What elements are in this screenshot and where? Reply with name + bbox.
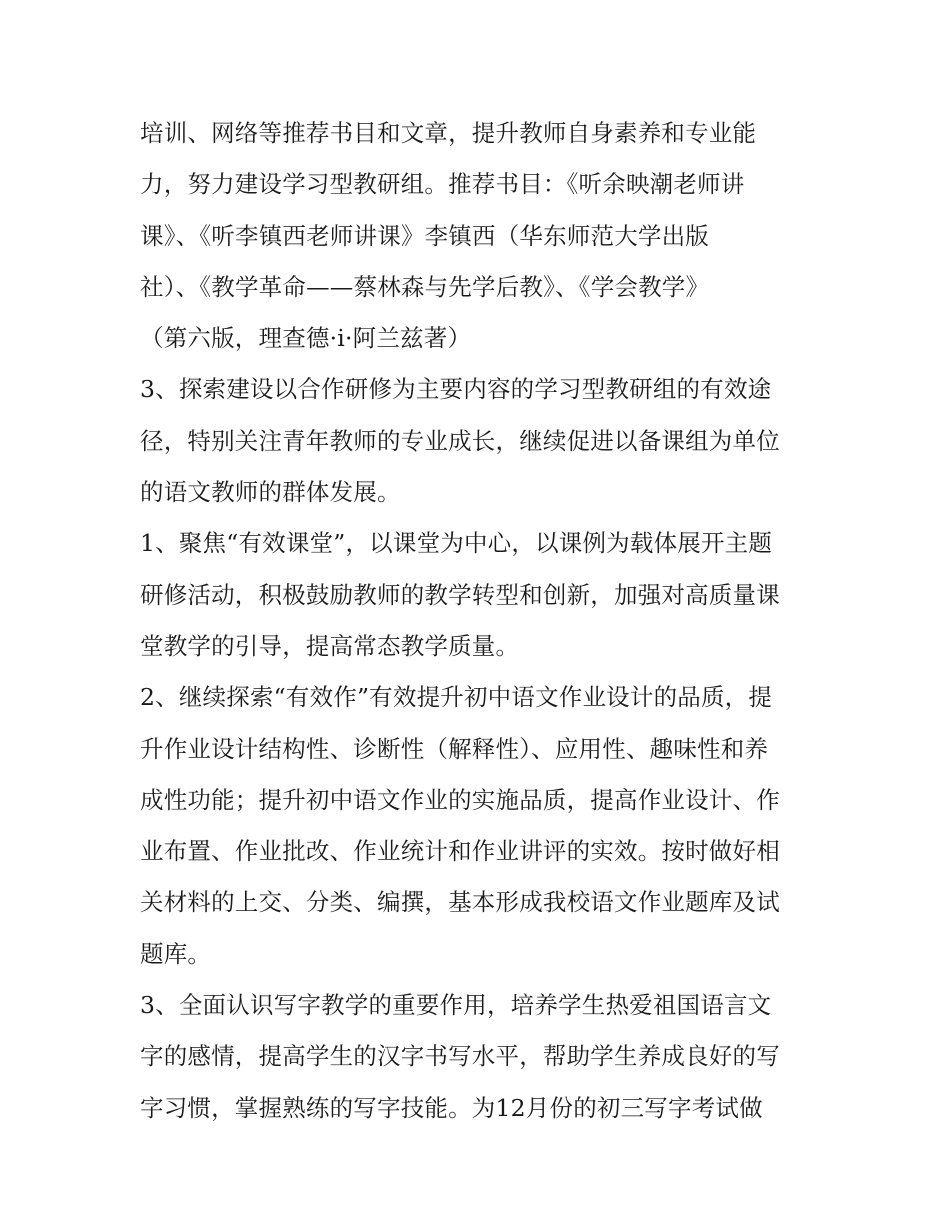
text-line: （第六版，理查德·i·阿兰兹著） [140,324,472,353]
text-line: 课》、《听李镇西老师讲课》李镇西（华东师范大学出版 [140,221,709,250]
text-line: 关材料的上交、分类、编撰，基本形成我校语文作业题库及试 [140,888,780,917]
text-line: 3、探索建设以合作研修为主要内容的学习型教研组的有效途 [140,375,772,404]
text-line: 3、全面认识写字教学的重要作用，培养学生热爱祖国语言文 [140,991,772,1020]
text-line: 1、聚焦“有效课堂”，以课堂为中心，以课例为载体展开主题 [140,529,773,558]
text-line: 堂教学的引导，提高常态教学质量。 [140,631,520,660]
text-line: 升作业设计结构性、诊断性（解释性）、应用性、趣味性和养 [140,734,769,763]
text-line: 的语文教师的群体发展。 [140,478,401,507]
text-line: 研修活动，积极鼓励教师的教学转型和创新，加强对高质量课 [140,580,780,609]
text-line: 成性功能；提升初中语文作业的实施品质，提高作业设计、作 [140,785,780,814]
text-line: 径，特别关注青年教师的专业成长，继续促进以备课组为单位 [140,426,780,455]
text-line: 培训、网络等推荐书目和文章，提升教师自身素养和专业能 [140,119,757,147]
text-line: 题库。 [140,939,212,968]
text-line: 字习惯，掌握熟练的写字技能。为12月份的初三写字考试做 [140,1093,763,1122]
text-line: 2、继续探索“有效作”有效提升初中语文作业设计的品质，提 [140,683,773,712]
text-line: 字的感情，提高学生的汉字书写水平，帮助学生养成良好的写 [140,1042,780,1071]
document-body [140,108,830,1134]
text-line: 业布置、作业批改、作业统计和作业讲评的实效。按时做好相 [140,837,780,866]
text-line: 力，努力建设学习型教研组。推荐书目：《听余映潮老师讲 [140,170,745,199]
text-line: 社）、《教学革命——蔡林森与先学后教》、《学会教学》 [140,272,710,301]
